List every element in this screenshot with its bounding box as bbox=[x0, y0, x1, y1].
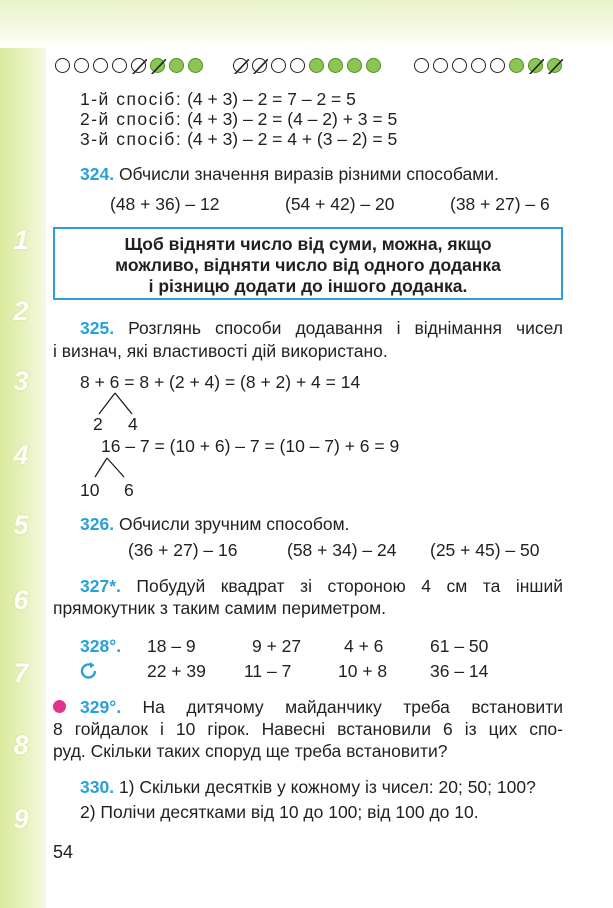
exercise-text: 1) Скільки десятків у кожному із чисел: 20; 50; 100? bbox=[118, 777, 536, 797]
expression: 4 + 6 bbox=[344, 636, 384, 656]
exercise-number: 324. bbox=[80, 164, 115, 184]
circle-icon bbox=[452, 58, 467, 73]
split-lines bbox=[84, 455, 144, 481]
green-circle-icon bbox=[328, 58, 343, 73]
circle-icon bbox=[93, 58, 108, 73]
expression: 22 + 39 bbox=[147, 661, 206, 681]
side-number-4: 4 bbox=[13, 440, 29, 470]
side-number-8: 8 bbox=[13, 730, 29, 760]
side-number-3: 3 bbox=[13, 366, 29, 396]
equation: 8 + 6 = 8 + (2 + 4) = (8 + 2) + 4 = 14 bbox=[80, 372, 361, 392]
page-number: 54 bbox=[53, 842, 74, 862]
expression: (54 + 42) – 20 bbox=[285, 194, 395, 214]
split-part: 10 bbox=[80, 480, 100, 500]
expression: (25 + 45) – 50 bbox=[430, 540, 540, 560]
rule-line: і різницю додати до іншого доданка. bbox=[148, 276, 468, 296]
green-circle-icon bbox=[169, 58, 184, 73]
exercise-number: 328°. bbox=[80, 636, 122, 656]
method-line-3: 3-й спосіб: (4 + 3) – 2 = 4 + (3 – 2) = 5 bbox=[80, 129, 398, 149]
exercise-text: Обчисли значення виразів різними способами. bbox=[118, 164, 499, 184]
expression: (38 + 27) – 6 bbox=[450, 194, 550, 214]
side-number-9: 9 bbox=[13, 804, 29, 834]
side-number-5: 5 bbox=[13, 510, 29, 540]
circle-icon bbox=[490, 58, 505, 73]
circle-icon bbox=[471, 58, 486, 73]
circle-icon bbox=[112, 58, 127, 73]
side-band bbox=[0, 48, 46, 908]
expression: (36 + 27) – 16 bbox=[128, 540, 238, 560]
split-part: 4 bbox=[128, 414, 138, 434]
equation: 16 – 7 = (10 + 6) – 7 = (10 – 7) + 6 = 9 bbox=[101, 436, 400, 456]
exercise-327 bbox=[80, 576, 563, 596]
pink-dot-icon bbox=[53, 700, 66, 713]
circle-icon bbox=[290, 58, 305, 73]
crossed-green-circle-icon bbox=[150, 58, 165, 73]
method-line-1: 1-й спосіб: (4 + 3) – 2 = 7 – 2 = 5 bbox=[80, 89, 356, 109]
circle-icon bbox=[271, 58, 286, 73]
side-number-1: 1 bbox=[13, 225, 29, 255]
crossed-green-circle-icon bbox=[528, 58, 543, 73]
green-circle-icon bbox=[509, 58, 524, 73]
crossed-green-circle-icon bbox=[547, 58, 562, 73]
exercise-325 bbox=[80, 318, 563, 338]
crossed-circle-icon bbox=[252, 58, 267, 73]
split-part: 2 bbox=[93, 414, 103, 434]
exercise-number: 329°. bbox=[80, 697, 122, 717]
circle-icon bbox=[74, 58, 89, 73]
expression: (48 + 36) – 12 bbox=[110, 194, 220, 214]
expression: 10 + 8 bbox=[338, 661, 388, 681]
split-lines bbox=[80, 390, 150, 418]
exercise-text: і визнач, які властивості дій використано. bbox=[53, 341, 388, 361]
exercise-text: 8 гойдалок і 10 гірок. Навесні встановили 6 із цих спо- bbox=[53, 719, 563, 739]
exercise-324 bbox=[80, 164, 499, 184]
split-part: 6 bbox=[124, 480, 134, 500]
rule-box bbox=[53, 227, 563, 300]
green-circle-icon bbox=[309, 58, 324, 73]
exercise-number: 325. bbox=[80, 318, 115, 338]
green-circle-icon bbox=[366, 58, 381, 73]
green-circle-icon bbox=[347, 58, 362, 73]
exercise-number: 327*. bbox=[80, 576, 121, 596]
circle-icon bbox=[433, 58, 448, 73]
circle-icon bbox=[414, 58, 429, 73]
circular-arrow-icon bbox=[79, 661, 99, 681]
exercise-326 bbox=[80, 514, 350, 534]
expression: 18 – 9 bbox=[147, 636, 196, 656]
side-number-7: 7 bbox=[13, 658, 29, 688]
exercise-text: руд. Скільки таких споруд ще треба встановити? bbox=[53, 741, 448, 761]
expression: 61 – 50 bbox=[430, 636, 489, 656]
exercise-text: Побудуй квадрат зі стороною 4 см та інший bbox=[136, 576, 563, 596]
side-number-6: 6 bbox=[13, 585, 29, 615]
exercise-330 bbox=[80, 777, 536, 797]
expression: 9 + 27 bbox=[252, 636, 302, 656]
expression: 36 – 14 bbox=[430, 661, 489, 681]
circle-icon bbox=[55, 58, 70, 73]
exercise-text: На дитячому майданчику треба встановити bbox=[142, 697, 563, 717]
expression: 11 – 7 bbox=[244, 661, 292, 681]
side-number-2: 2 bbox=[13, 296, 29, 326]
exercise-text: Розглянь способи додавання і віднімання чисел bbox=[128, 318, 563, 338]
green-circle-icon bbox=[188, 58, 203, 73]
exercise-text: 2) Полічи десятками від 10 до 100; від 100 до 10. bbox=[80, 802, 479, 822]
rule-line: Щоб відняти число від суми, можна, якщо bbox=[124, 234, 492, 254]
exercise-text: прямокутник з таким самим периметром. bbox=[53, 598, 387, 618]
rule-line: можливо, відняти число від одного доданка bbox=[115, 255, 501, 275]
exercise-number: 330. bbox=[80, 777, 115, 797]
exercise-text: Обчисли зручним способом. bbox=[118, 514, 350, 534]
exercise-329 bbox=[80, 697, 563, 717]
crossed-circle-icon bbox=[233, 58, 248, 73]
exercise-number: 326. bbox=[80, 514, 115, 534]
method-line-2: 2-й спосіб: (4 + 3) – 2 = (4 – 2) + 3 = 5 bbox=[80, 109, 398, 129]
crossed-circle-icon bbox=[131, 58, 146, 73]
expression: (58 + 34) – 24 bbox=[287, 540, 397, 560]
top-band bbox=[0, 0, 613, 48]
